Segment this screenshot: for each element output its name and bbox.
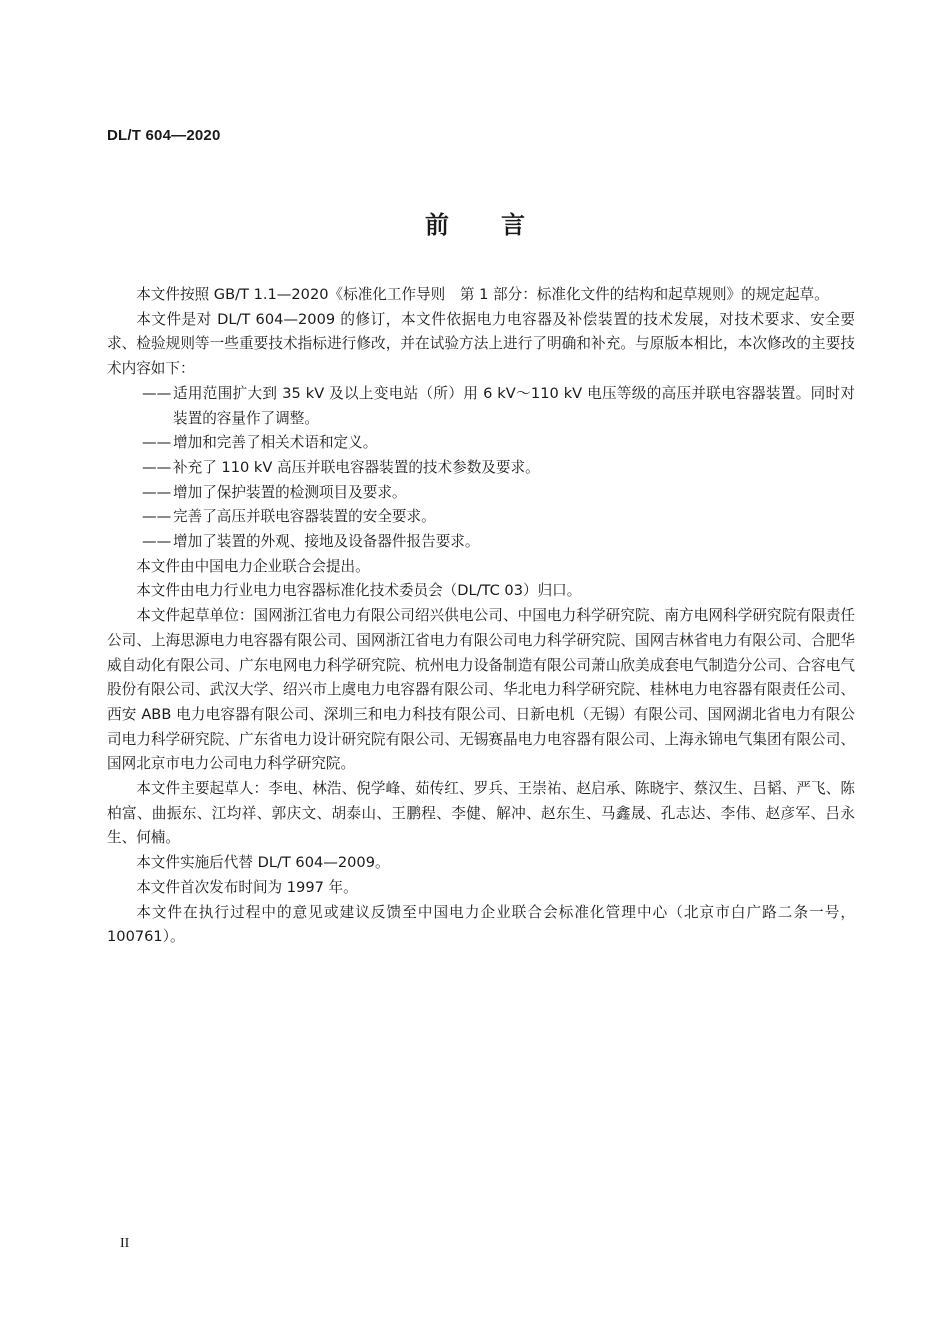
list-item bbox=[107, 505, 855, 530]
list-item-text: 增加了装置的外观、接地及设备器件报告要求。 bbox=[173, 533, 480, 551]
list-item-text: 完善了高压并联电容器装置的安全要求。 bbox=[173, 508, 436, 526]
page-title: 前言 bbox=[425, 211, 577, 239]
list-item bbox=[107, 456, 855, 481]
list-item-text: 适用范围扩大到 35 kV 及以上变电站（所）用 6 kV～110 kV 电压等级的高压并联电容器装置。同时对装置的容量作了调整。 bbox=[173, 384, 855, 427]
dash-marker: —— bbox=[142, 434, 172, 452]
dash-marker: —— bbox=[142, 384, 172, 402]
list-item-text: 增加和完善了相关术语和定义。 bbox=[173, 434, 378, 452]
paragraph-centralized-management: 本文件由电力行业电力电容器标准化技术委员会（DL/TC 03）归口。 bbox=[136, 582, 582, 600]
list-item bbox=[107, 530, 855, 555]
list-item bbox=[107, 431, 855, 456]
dash-marker: —— bbox=[142, 508, 172, 526]
dash-marker: —— bbox=[142, 458, 172, 476]
paragraph-first-release: 本文件首次发布时间为 1997 年。 bbox=[136, 878, 358, 896]
paragraph-drafting-basis: 本文件按照 GB/T 1.1—2020《标准化工作导则 第 1 部分：标准化文件的结构和起草规则》的规定起草。 bbox=[136, 286, 829, 303]
paragraph-replaces: 本文件实施后代替 DL/T 604—2009。 bbox=[136, 854, 390, 872]
paragraph-drafting-units: 本文件起草单位：国网浙江省电力有限公司绍兴供电公司、中国电力科学研究院、南方电网科学研究院有限责任公司、上海思源电力电容器有限公司、国网浙江省电力有限公司电力科学研究院、国网吉林省电力有限公司、合肥华威自动化有限公司、广东电网电力科学研究院、杭州电力设备制造有限公司萧山欣美成套电气制造分公司、合容电气股份有限公司、武汉大学、绍兴市上虞电力电容器有限公司、华北电力科学研究院、桂林电力电容器有限责任公司、西安 ABB 电力电容器有限公司、深圳三和电力科技有限公司、日新电机（无锡）有限公司、国网湖北省电力有限公司电力科学研究院、广东省电力设计研究院有限公司、无锡赛晶电力电容器有限公司、上海永锦电气集团有限公司、国网北京市电力公司电力科学研究院。 bbox=[107, 607, 855, 773]
foreword-body bbox=[107, 283, 855, 950]
paragraph-proposer: 本文件由中国电力企业联合会提出。 bbox=[136, 557, 370, 575]
list-item bbox=[107, 481, 855, 506]
dash-marker: —— bbox=[142, 533, 172, 551]
paragraph-drafters: 本文件主要起草人：李电、林浩、倪学峰、茹传红、罗兵、王崇祐、赵启承、陈晓宇、蔡汉生、吕韬、严飞、陈柏富、曲振东、江均祥、郭庆文、胡泰山、王鹏程、李健、解冲、赵东生、马鑫晟、孔志达、李伟、赵彦军、吕永生、何楠。 bbox=[107, 780, 855, 847]
dash-marker: —— bbox=[142, 483, 172, 501]
list-item bbox=[107, 382, 855, 431]
document-code: DL/T 604—2020 bbox=[107, 127, 221, 144]
changes-list bbox=[107, 382, 855, 555]
page-number: II bbox=[120, 1236, 130, 1251]
list-item-text: 增加了保护装置的检测项目及要求。 bbox=[173, 483, 407, 501]
paragraph-revision-summary: 本文件是对 DL/T 604—2009 的修订，本文件依据电力电容器及补偿装置的技术发展，对技术要求、安全要求、检验规则等一些重要技术指标进行修改，并在试验方法上进行了明确和补充。与原版本相比，本次修改的主要技术内容如下： bbox=[107, 310, 855, 378]
paragraph-feedback: 本文件在执行过程中的意见或建议反馈至中国电力企业联合会标准化管理中心（北京市白广路二条一号，100761）。 bbox=[107, 903, 855, 946]
list-item-text: 补充了 110 kV 高压并联电容器装置的技术参数及要求。 bbox=[173, 458, 540, 476]
